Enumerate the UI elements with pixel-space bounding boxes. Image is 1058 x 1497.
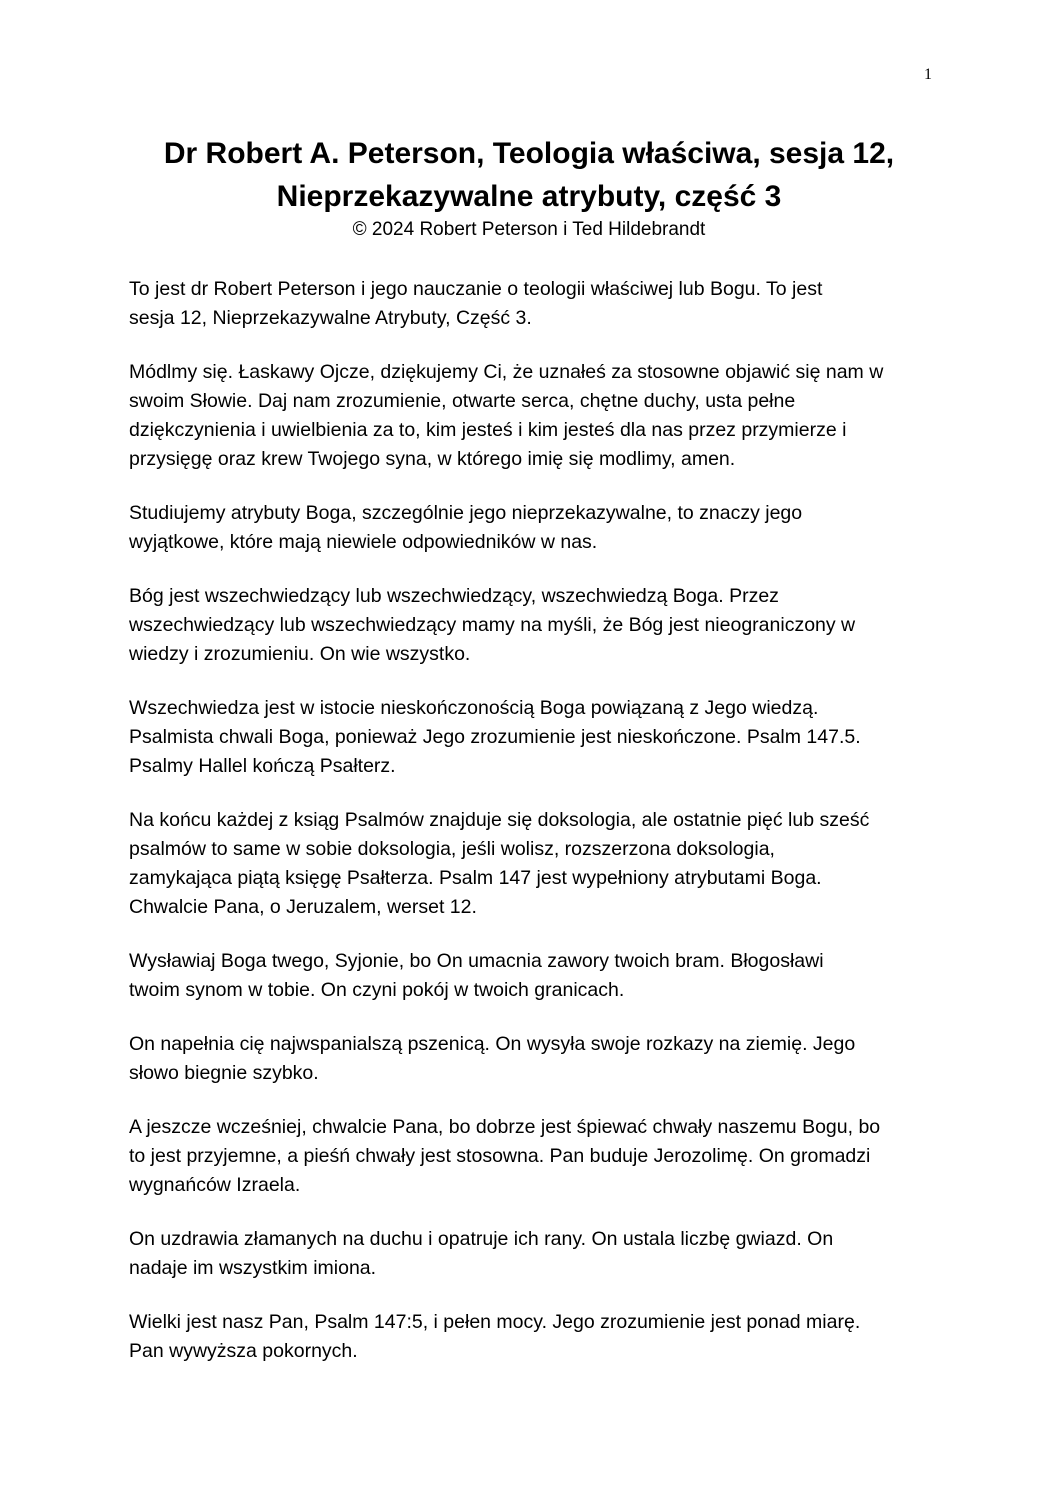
paragraph-line: nadaje im wszystkim imiona.	[129, 1257, 377, 1279]
document-title-line-1: Dr Robert A. Peterson, Teologia właściwa, sesja 12,	[163, 137, 895, 170]
body-paragraph	[129, 806, 949, 922]
paragraph-line: psalmów to same w sobie doksologia, jeśli wolisz, rozszerzona doksologia,	[129, 838, 775, 860]
body-paragraph	[129, 1030, 949, 1088]
paragraph-line: dziękczynienia i uwielbienia za to, kim jesteś i kim jesteś dla nas przez przymierze i	[129, 419, 847, 441]
document-title-line-2: Nieprzekazywalne atrybuty, część 3	[276, 180, 782, 213]
paragraph-line: Chwalcie Pana, o Jeruzalem, werset 12.	[129, 896, 477, 918]
paragraph-line: to jest przyjemne, a pieśń chwały jest stosowna. Pan buduje Jerozolimę. On gromadzi	[129, 1145, 871, 1167]
body-paragraph	[129, 358, 949, 474]
paragraph-line: twoim synom w tobie. On czyni pokój w twoich granicach.	[129, 979, 625, 1001]
paragraph-line: swoim Słowie. Daj nam zrozumienie, otwarte serca, chętne duchy, usta pełne	[129, 390, 796, 412]
paragraph-line: wyjątkowe, które mają niewiele odpowiedników w nas.	[129, 531, 598, 553]
body-paragraph	[129, 1308, 949, 1366]
paragraph-line: Psalmista chwali Boga, ponieważ Jego zrozumienie jest nieskończone. Psalm 147.5.	[129, 726, 861, 748]
body-paragraph	[129, 947, 949, 1005]
paragraph-line: przysięgę oraz krew Twojego syna, w którego imię się modlimy, amen.	[129, 448, 736, 470]
paragraph-line: słowo biegnie szybko.	[129, 1062, 319, 1084]
body-paragraph	[129, 694, 949, 781]
paragraph-line: wszechwiedzący lub wszechwiedzący mamy na myśli, że Bóg jest nieograniczony w	[129, 614, 856, 636]
paragraph-line: Bóg jest wszechwiedzący lub wszechwiedzący, wszechwiedzą Boga. Przez	[129, 585, 779, 607]
paragraph-line: wiedzy i zrozumieniu. On wie wszystko.	[129, 643, 471, 665]
paragraph-line: Wysławiaj Boga twego, Syjonie, bo On umacnia zawory twoich bram. Błogosławi	[129, 950, 824, 972]
paragraph-line: zamykająca piątą księgę Psałterza. Psalm 147 jest wypełniony atrybutami Boga.	[129, 867, 822, 889]
body-paragraph	[129, 582, 949, 669]
body-paragraph	[129, 1113, 949, 1200]
body-paragraph	[129, 1225, 949, 1283]
paragraph-line: On uzdrawia złamanych na duchu i opatruje ich rany. On ustala liczbę gwiazd. On	[129, 1228, 834, 1250]
paragraph-line: sesja 12, Nieprzekazywalne Atrybuty, Część 3.	[129, 307, 532, 329]
paragraph-line: Wielki jest nasz Pan, Psalm 147:5, i pełen mocy. Jego zrozumienie jest ponad miarę.	[129, 1311, 861, 1333]
paragraph-line: Na końcu każdej z ksiąg Psalmów znajduje się doksologia, ale ostatnie pięć lub sześć	[129, 809, 870, 831]
paragraph-line: Studiujemy atrybuty Boga, szczególnie jego nieprzekazywalne, to znaczy jego	[129, 502, 803, 524]
paragraph-line: Pan wywyższa pokornych.	[129, 1340, 358, 1362]
paragraph-line: Psalmy Hallel kończą Psałterz.	[129, 755, 396, 777]
paragraph-line: On napełnia cię najwspanialszą pszenicą. On wysyła swoje rozkazy na ziemię. Jego	[129, 1033, 856, 1055]
paragraph-line: wygnańców Izraela.	[129, 1174, 301, 1196]
document-header	[100, 132, 958, 242]
page-number: 1	[924, 66, 932, 83]
body-paragraph	[129, 499, 949, 557]
copyright-notice: © 2024 Robert Peterson i Ted Hildebrandt	[352, 219, 706, 240]
document-body	[129, 275, 949, 1391]
paragraph-line: To jest dr Robert Peterson i jego nauczanie o teologii właściwej lub Bogu. To jest	[129, 278, 823, 300]
paragraph-line: A jeszcze wcześniej, chwalcie Pana, bo dobrze jest śpiewać chwały naszemu Bogu, bo	[129, 1116, 881, 1138]
paragraph-line: Módlmy się. Łaskawy Ojcze, dziękujemy Ci, że uznałeś za stosowne objawić się nam w	[129, 361, 884, 383]
paragraph-line: Wszechwiedza jest w istocie nieskończonością Boga powiązaną z Jego wiedzą.	[129, 697, 819, 719]
body-paragraph	[129, 275, 949, 333]
